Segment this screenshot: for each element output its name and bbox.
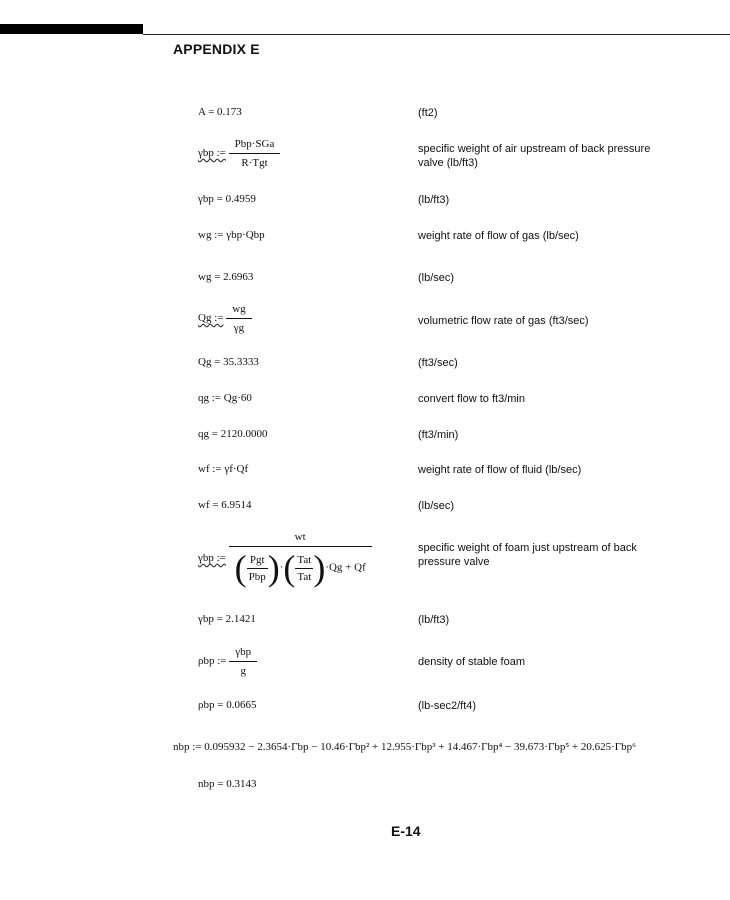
fraction-numerator: wg [226, 303, 251, 319]
equation-lhs: ρbp := [198, 655, 227, 668]
equation-lhs: γbp := [198, 147, 226, 160]
equation-foam-gamma-result: γbp = 2.1421 [198, 613, 256, 625]
equation-qg-min-result: qg = 2120.0000 [198, 428, 268, 440]
fraction-denominator: g [240, 665, 246, 677]
equation-foam-density [198, 646, 257, 677]
description-area: (ft2) [418, 107, 438, 119]
description-foam-density: density of stable foam [418, 656, 526, 668]
description-volumetric-flow: volumetric flow rate of gas (ft3/sec) [418, 315, 589, 327]
equation-gamma-result: γbp = 0.4959 [198, 193, 256, 205]
equation-gas-weight-rate: wg := γbp·Qbp [198, 229, 265, 241]
description-wf-units: (lb/sec) [418, 500, 455, 512]
equation-foam-weight [198, 531, 372, 586]
fraction-numerator: wt [229, 531, 372, 547]
description-rho-units: (lb-sec2/ft4) [418, 700, 477, 712]
fraction-denominator: ( $\frac{\text{Pgt}}{\text{Pbp}}$ )·( $\frac{\text{Tat}}{\text{Tat}}$ )·Qg + Qf [234, 548, 366, 588]
fraction [226, 303, 251, 334]
description-foam-gamma-units: (lb/ft3) [418, 614, 450, 626]
description-gamma-units: (lb/ft3) [418, 194, 450, 206]
pressure-ratio-den: Pbp [248, 570, 266, 583]
paren-open: ( [234, 548, 247, 588]
equation-wf-result: wf = 6.9514 [198, 499, 252, 511]
description-fluid-weight-rate: weight rate of flow of fluid (lb/sec) [418, 464, 582, 476]
fraction [229, 138, 281, 169]
fraction [229, 531, 372, 586]
equation-area: A = 0.173 [198, 106, 242, 118]
temperature-ratio-den: Tat [297, 570, 312, 583]
equation-wg-result: wg = 2.6963 [198, 271, 254, 283]
equation-polynomial: nbp := 0.095932 − 2.3654·Γbp − 10.46·Γbp² + 12.955·Γbp³ + 14.467·Γbp⁴ − 39.673·Γbp⁵ + 20.625·Γbp⁶ [173, 741, 636, 753]
equation-air-weight [198, 138, 280, 169]
fraction-denominator: R·Tgt [241, 157, 268, 169]
paren-close: ) [313, 548, 326, 588]
header-black-bar [0, 24, 143, 34]
pressure-ratio [247, 554, 268, 583]
description-gas-weight-rate: weight rate of flow of gas (lb/sec) [418, 230, 579, 242]
pressure-ratio-num: Pgt [247, 554, 268, 569]
description-qg-units: (ft3/sec) [418, 357, 458, 369]
equation-lhs: γbp := [198, 552, 226, 565]
header-rule [143, 34, 730, 35]
description-foam-weight: specific weight of foam just upstream of back pressure valve [418, 542, 637, 568]
fraction-numerator: Pbp·SGa [229, 138, 281, 154]
equation-rho-result: ρbp = 0.0665 [198, 699, 257, 711]
equation-lhs: Qg := [198, 312, 224, 325]
paren-close: ) [267, 548, 280, 588]
fraction-numerator: γbp [229, 646, 257, 662]
description-air-weight: specific weight of air upstream of back pressure valve (lb/ft3) [418, 143, 651, 169]
fraction [229, 646, 257, 677]
equation-qg-result: Qg = 35.3333 [198, 356, 259, 368]
page-number: E-14 [391, 823, 421, 839]
equation-fluid-weight-rate: wf := γf·Qf [198, 463, 249, 475]
temperature-ratio [295, 554, 313, 583]
equation-tail: ·Qg + Qf [325, 561, 366, 574]
description-qg-min-units: (ft3/min) [418, 429, 459, 441]
page-heading: APPENDIX E [173, 41, 260, 57]
description-wg-units: (lb/sec) [418, 272, 455, 284]
equation-convert-flow: qg := Qg·60 [198, 392, 252, 404]
paren-open: ( [283, 548, 296, 588]
equation-polynomial-result: nbp = 0.3143 [198, 778, 257, 790]
equation-volumetric-flow [198, 303, 252, 334]
description-convert-flow: convert flow to ft3/min [418, 393, 525, 405]
temperature-ratio-num: Tat [295, 554, 313, 569]
fraction-denominator: γg [233, 322, 245, 334]
